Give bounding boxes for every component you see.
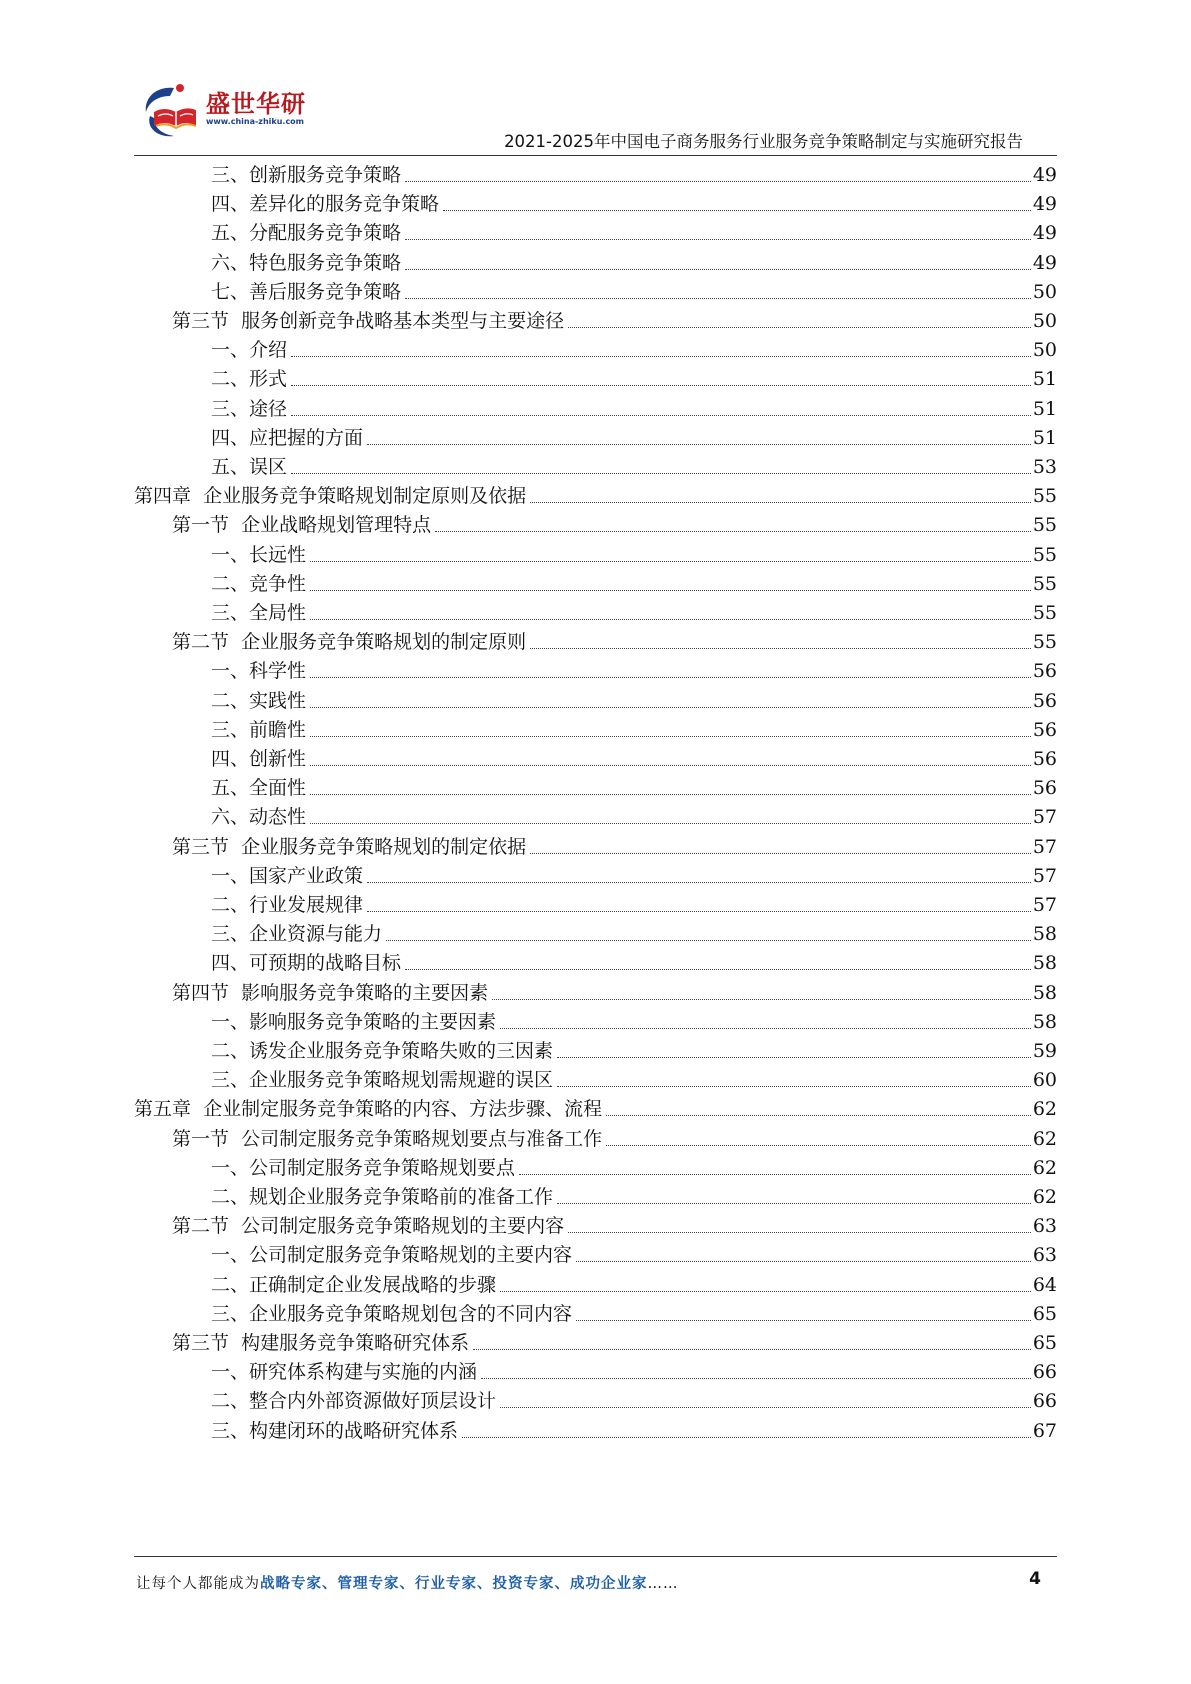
toc-entry[interactable] bbox=[172, 1123, 1057, 1155]
toc-entry-label: 第三节 企业服务竞争策略规划的制定依据 bbox=[172, 835, 527, 858]
logo-url: www.china-zhiku.com bbox=[206, 117, 305, 126]
toc-entry-page: 56 bbox=[1032, 748, 1057, 770]
toc-entry-page: 51 bbox=[1032, 368, 1057, 391]
toc-entry[interactable] bbox=[211, 1152, 1057, 1184]
toc-entry-label: 第三节 构建服务竞争策略研究体系 bbox=[172, 1332, 470, 1354]
toc-entry-page: 49 bbox=[1032, 164, 1057, 186]
toc-entry-page: 56 bbox=[1032, 660, 1057, 683]
toc-entry-page: 66 bbox=[1032, 1361, 1057, 1384]
toc-entry-label: 第五章 企业制定服务竞争策略的内容、方法步骤、流程 bbox=[134, 1098, 603, 1121]
toc-dot-leader bbox=[310, 794, 1031, 795]
toc-dot-leader bbox=[576, 1320, 1031, 1321]
logo-emblem-icon bbox=[140, 82, 202, 142]
toc-entry-page: 58 bbox=[1032, 923, 1057, 946]
toc-entry-label: 一、介绍 bbox=[211, 339, 288, 362]
toc-entry[interactable] bbox=[211, 188, 1057, 220]
toc-entry-page: 49 bbox=[1032, 222, 1057, 245]
toc-entry-page: 51 bbox=[1032, 426, 1057, 449]
toc-entry-page: 55 bbox=[1032, 631, 1057, 654]
toc-entry-label: 二、竞争性 bbox=[211, 572, 307, 595]
toc-dot-leader bbox=[310, 677, 1031, 678]
toc-dot-leader bbox=[500, 1291, 1031, 1292]
toc-entry-page: 56 bbox=[1032, 777, 1057, 800]
toc-entry[interactable] bbox=[211, 568, 1057, 600]
toc-entry[interactable] bbox=[211, 889, 1057, 921]
toc-entry-page: 50 bbox=[1032, 339, 1057, 362]
toc-dot-leader bbox=[492, 999, 1031, 1000]
toc-dot-leader bbox=[473, 1349, 1031, 1350]
toc-entry[interactable] bbox=[172, 831, 1057, 863]
toc-entry[interactable] bbox=[211, 1181, 1057, 1213]
toc-entry-label: 第四章 企业服务竞争策略规划制定原则及依据 bbox=[134, 485, 527, 508]
toc-entry-label: 二、形式 bbox=[211, 368, 288, 391]
toc-entry-page: 53 bbox=[1032, 456, 1057, 478]
toc-entry[interactable] bbox=[211, 597, 1057, 629]
toc-dot-leader bbox=[606, 1145, 1031, 1146]
toc-entry-label: 六、特色服务竞争策略 bbox=[211, 251, 402, 274]
toc-dot-leader bbox=[462, 1437, 1031, 1438]
toc-entry-label: 一、公司制定服务竞争策略规划的主要内容 bbox=[211, 1244, 573, 1267]
toc-entry-label: 二、规划企业服务竞争策略前的准备工作 bbox=[211, 1186, 554, 1208]
toc-entry-page: 50 bbox=[1032, 310, 1057, 332]
toc-dot-leader bbox=[405, 969, 1031, 970]
toc-entry-page: 58 bbox=[1032, 1010, 1057, 1033]
toc-entry-page: 62 bbox=[1032, 1156, 1057, 1179]
toc-entry[interactable] bbox=[211, 1269, 1057, 1301]
toc-entry-label: 第一节 企业战略规划管理特点 bbox=[172, 514, 432, 537]
toc-entry-page: 55 bbox=[1032, 514, 1057, 537]
toc-entry-label: 二、诱发企业服务竞争策略失败的三因素 bbox=[211, 1040, 554, 1062]
toc-entry-label: 一、影响服务竞争策略的主要因素 bbox=[211, 1010, 497, 1033]
toc-entry-label: 第三节 服务创新竞争战略基本类型与主要途径 bbox=[172, 310, 565, 332]
toc-dot-leader bbox=[481, 1378, 1031, 1379]
toc-entry-page: 56 bbox=[1032, 718, 1057, 741]
toc-entry[interactable] bbox=[211, 860, 1057, 892]
toc-entry-label: 一、研究体系构建与实施的内涵 bbox=[211, 1361, 478, 1384]
toc-entry[interactable] bbox=[211, 1006, 1057, 1038]
toc-dot-leader bbox=[530, 648, 1031, 649]
toc-entry-label: 四、可预期的战略目标 bbox=[211, 952, 402, 975]
toc-dot-leader bbox=[519, 1174, 1031, 1175]
toc-dot-leader bbox=[500, 1028, 1031, 1029]
toc-entry-page: 62 bbox=[1032, 1127, 1057, 1150]
toc-entry[interactable] bbox=[211, 539, 1057, 571]
toc-dot-leader bbox=[530, 502, 1031, 503]
toc-entry[interactable] bbox=[211, 918, 1057, 950]
toc-entry-label: 五、全面性 bbox=[211, 777, 307, 800]
toc-dot-leader bbox=[291, 385, 1031, 386]
toc-entry-label: 七、善后服务竞争策略 bbox=[211, 280, 402, 303]
toc-entry[interactable] bbox=[211, 772, 1057, 804]
toc-entry-page: 50 bbox=[1032, 280, 1057, 303]
toc-entry-label: 一、国家产业政策 bbox=[211, 864, 364, 887]
toc-entry[interactable] bbox=[211, 1064, 1057, 1096]
toc-entry-page: 56 bbox=[1032, 689, 1057, 712]
toc-entry-label: 三、前瞻性 bbox=[211, 718, 307, 741]
toc-dot-leader bbox=[310, 736, 1031, 737]
logo-text: 盛世华研 bbox=[206, 90, 306, 118]
toc-entry[interactable] bbox=[211, 217, 1057, 249]
toc-entry-label: 四、应把握的方面 bbox=[211, 426, 364, 449]
toc-dot-leader bbox=[576, 1261, 1031, 1262]
toc-dot-leader bbox=[310, 707, 1031, 708]
toc-dot-leader bbox=[443, 210, 1031, 211]
toc-dot-leader bbox=[405, 239, 1031, 240]
toc-entry-label: 三、构建闭环的战略研究体系 bbox=[211, 1419, 459, 1442]
toc-entry[interactable] bbox=[172, 1327, 1057, 1359]
toc-entry[interactable] bbox=[211, 451, 1057, 483]
toc-entry-page: 67 bbox=[1032, 1419, 1057, 1442]
toc-entry[interactable] bbox=[211, 1035, 1057, 1067]
toc-entry[interactable] bbox=[211, 334, 1057, 366]
toc-entry-page: 55 bbox=[1032, 602, 1057, 624]
toc-entry[interactable] bbox=[172, 626, 1057, 658]
toc-dot-leader bbox=[291, 356, 1031, 357]
toc-dot-leader bbox=[568, 327, 1031, 328]
toc-dot-leader bbox=[500, 1407, 1031, 1408]
toc-entry-label: 五、误区 bbox=[211, 456, 288, 478]
company-logo bbox=[140, 82, 320, 150]
footer-slogan bbox=[136, 1572, 679, 1593]
toc-entry-page: 65 bbox=[1032, 1332, 1057, 1354]
toc-entry[interactable] bbox=[211, 393, 1057, 425]
toc-entry-page: 51 bbox=[1032, 397, 1057, 420]
toc-dot-leader bbox=[386, 940, 1031, 941]
toc-entry-page: 58 bbox=[1032, 981, 1057, 1004]
toc-entry-label: 三、企业服务竞争策略规划包含的不同内容 bbox=[211, 1302, 573, 1325]
toc-dot-leader bbox=[557, 1086, 1031, 1087]
toc-entry-page: 57 bbox=[1032, 894, 1057, 916]
toc-entry-page: 62 bbox=[1032, 1098, 1057, 1121]
toc-entry[interactable] bbox=[211, 685, 1057, 717]
slogan-highlight: 战略专家、管理专家、行业专家、投资专家、成功企业家 bbox=[260, 1575, 648, 1592]
toc-entry-label: 二、正确制定企业发展战略的步骤 bbox=[211, 1273, 497, 1296]
toc-dot-leader bbox=[405, 181, 1031, 182]
toc-entry-page: 55 bbox=[1032, 485, 1057, 508]
toc-entry-label: 第一节 公司制定服务竞争策略规划要点与准备工作 bbox=[172, 1127, 603, 1150]
toc-entry-page: 57 bbox=[1032, 864, 1057, 887]
toc-entry[interactable] bbox=[211, 801, 1057, 833]
toc-entry-label: 一、长远性 bbox=[211, 543, 307, 566]
toc-entry[interactable] bbox=[211, 1298, 1057, 1330]
slogan-suffix: …… bbox=[647, 1576, 679, 1592]
toc-dot-leader bbox=[568, 1232, 1031, 1233]
toc-entry[interactable] bbox=[172, 305, 1057, 337]
toc-dot-leader bbox=[367, 444, 1031, 445]
toc-entry[interactable] bbox=[211, 159, 1057, 191]
toc-entry[interactable] bbox=[211, 363, 1057, 395]
toc-entry-page: 59 bbox=[1032, 1040, 1057, 1062]
toc-entry-page: 57 bbox=[1032, 806, 1057, 829]
toc-dot-leader bbox=[606, 1115, 1031, 1116]
toc-entry[interactable] bbox=[211, 1239, 1057, 1271]
toc-entry-page: 55 bbox=[1032, 572, 1057, 595]
toc-entry-label: 二、行业发展规律 bbox=[211, 894, 364, 916]
toc-entry-label: 第二节 企业服务竞争策略规划的制定原则 bbox=[172, 631, 527, 654]
toc-dot-leader bbox=[530, 853, 1031, 854]
page-header bbox=[0, 0, 1191, 160]
header-divider bbox=[134, 155, 1057, 156]
toc-entry-page: 58 bbox=[1032, 952, 1057, 975]
toc-entry[interactable] bbox=[134, 480, 1057, 512]
toc-entry-label: 三、企业服务竞争策略规划需规避的误区 bbox=[211, 1069, 554, 1092]
toc-entry[interactable] bbox=[211, 1385, 1057, 1417]
toc-entry[interactable] bbox=[172, 509, 1057, 541]
toc-entry-label: 三、全局性 bbox=[211, 602, 307, 624]
toc-entry-label: 三、途径 bbox=[211, 397, 288, 420]
footer-divider bbox=[134, 1556, 1057, 1557]
toc-dot-leader bbox=[291, 415, 1031, 416]
toc-dot-leader bbox=[310, 765, 1031, 766]
page-number: 4 bbox=[1029, 1569, 1041, 1589]
slogan-prefix: 让每个人都能成为 bbox=[136, 1576, 260, 1592]
toc-entry[interactable] bbox=[211, 247, 1057, 279]
toc-dot-leader bbox=[367, 911, 1031, 912]
toc-entry-page: 60 bbox=[1032, 1069, 1057, 1092]
toc-entry-label: 六、动态性 bbox=[211, 806, 307, 829]
toc-entry-label: 三、企业资源与能力 bbox=[211, 923, 383, 946]
toc-entry-page: 57 bbox=[1032, 835, 1057, 858]
toc-dot-leader bbox=[310, 590, 1031, 591]
toc-entry[interactable] bbox=[172, 1210, 1057, 1242]
toc-entry-label: 三、创新服务竞争策略 bbox=[211, 164, 402, 186]
toc-entry[interactable] bbox=[211, 743, 1057, 775]
toc-entry-page: 66 bbox=[1032, 1390, 1057, 1413]
toc-dot-leader bbox=[291, 473, 1031, 474]
toc-dot-leader bbox=[557, 1203, 1031, 1204]
toc-dot-leader bbox=[310, 823, 1031, 824]
toc-entry-page: 49 bbox=[1032, 193, 1057, 216]
toc-entry[interactable] bbox=[172, 977, 1057, 1009]
toc-entry-page: 55 bbox=[1032, 543, 1057, 566]
toc-entry[interactable] bbox=[134, 1093, 1057, 1125]
toc-entry-page: 63 bbox=[1032, 1215, 1057, 1238]
toc-dot-leader bbox=[367, 882, 1031, 883]
toc-entry-page: 49 bbox=[1032, 251, 1057, 274]
toc-entry-page: 64 bbox=[1032, 1273, 1057, 1296]
toc-entry[interactable] bbox=[211, 1415, 1057, 1447]
toc-dot-leader bbox=[310, 561, 1031, 562]
toc-entry-label: 一、公司制定服务竞争策略规划要点 bbox=[211, 1156, 516, 1179]
toc-entry-page: 63 bbox=[1032, 1244, 1057, 1267]
toc-entry-page: 65 bbox=[1032, 1302, 1057, 1325]
toc-entry-label: 第四节 影响服务竞争策略的主要因素 bbox=[172, 981, 489, 1004]
toc-entry-label: 二、实践性 bbox=[211, 689, 307, 712]
toc-entry[interactable] bbox=[211, 276, 1057, 308]
toc-dot-leader bbox=[405, 269, 1031, 270]
toc-entry[interactable] bbox=[211, 1356, 1057, 1388]
toc-entry-label: 一、科学性 bbox=[211, 660, 307, 683]
toc-entry[interactable] bbox=[211, 655, 1057, 687]
toc-dot-leader bbox=[310, 619, 1031, 620]
toc-entry[interactable] bbox=[211, 947, 1057, 979]
toc-dot-leader bbox=[435, 531, 1031, 532]
toc-entry-label: 二、整合内外部资源做好顶层设计 bbox=[211, 1390, 497, 1413]
toc-dot-leader bbox=[405, 298, 1031, 299]
toc-entry-label: 四、差异化的服务竞争策略 bbox=[211, 193, 440, 216]
toc-entry-label: 四、创新性 bbox=[211, 748, 307, 770]
toc-entry[interactable] bbox=[211, 714, 1057, 746]
toc-entry-label: 五、分配服务竞争策略 bbox=[211, 222, 402, 245]
report-title: 2021-2025年中国电子商务服务行业服务竞争策略制定与实施研究报告 bbox=[504, 132, 1023, 151]
toc-entry-label: 第二节 公司制定服务竞争策略规划的主要内容 bbox=[172, 1215, 565, 1238]
toc-entry-page: 62 bbox=[1032, 1186, 1057, 1208]
toc-entry[interactable] bbox=[211, 422, 1057, 454]
toc-dot-leader bbox=[557, 1057, 1031, 1058]
